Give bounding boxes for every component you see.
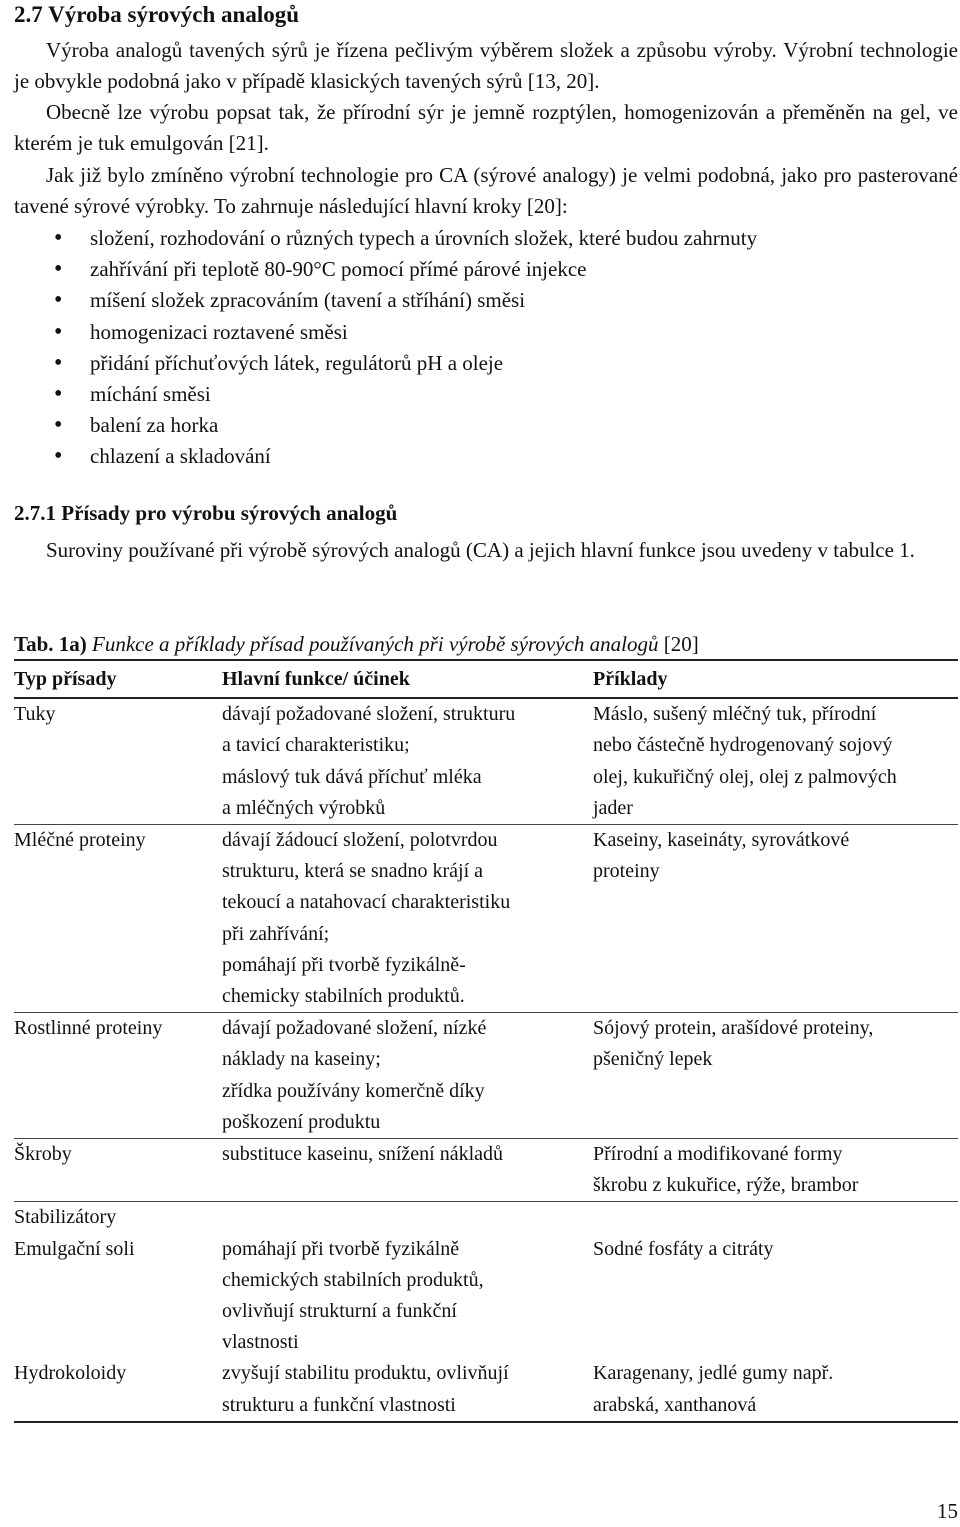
cell-examples (593, 1202, 958, 1234)
cell-type (14, 698, 222, 824)
cell-type (14, 1139, 222, 1202)
examples-line: nebo částečně hydrogenovaný sojový (593, 734, 893, 757)
function-line: dávají žádoucí složení, polotvrdou (222, 829, 498, 852)
examples-line: Karagenany, jedlé gumy např. (593, 1362, 834, 1385)
function-line: chemicky stabilních produktů. (222, 985, 465, 1008)
type-text: Tuky (14, 703, 56, 726)
table-row (14, 1234, 958, 1359)
cell-type (14, 1358, 222, 1421)
function-line: máslový tuk dává příchuť mléka (222, 765, 482, 788)
function-line: a tavicí charakteristiku; (222, 734, 410, 757)
function-line: dávají požadované složení, nízké (222, 1017, 487, 1040)
cell-function (222, 1358, 593, 1421)
function-line: strukturu, která se snadno krájí a (222, 860, 484, 883)
type-text: Hydrokoloidy (14, 1362, 127, 1385)
function-line: poškození produktu (222, 1110, 381, 1133)
function-line: dávají požadované složení, strukturu (222, 703, 516, 726)
function-line: zřídka používány komerčně díky (222, 1079, 485, 1102)
table-row (14, 825, 958, 1013)
section-title: 2.7 Výroba sýrových analogů (14, 2, 299, 27)
cell-function (222, 825, 593, 1013)
steps-list (14, 223, 914, 473)
table-caption-title: Funkce a příklady přísad používaných při výrobě sýrových analogů (92, 632, 659, 656)
function-line: vlastnosti (222, 1331, 299, 1354)
ingredients-table (14, 659, 958, 1423)
examples-line: jader (593, 796, 633, 819)
cell-examples (593, 1358, 958, 1421)
cell-function (222, 1013, 593, 1139)
function-line: substituce kaseinu, snížení nákladů (222, 1143, 504, 1166)
cell-type (14, 1202, 222, 1234)
function-line: ovlivňují strukturní a funkční (222, 1300, 457, 1323)
header-type: Typ přísady (14, 660, 222, 698)
examples-line: pšeničný lepek (593, 1048, 713, 1071)
header-examples: Příklady (593, 660, 958, 698)
list-item: • přidání příchuťových látek, regulátorů pH a oleje (14, 348, 914, 379)
cell-type (14, 1234, 222, 1359)
cell-type (14, 1013, 222, 1139)
list-item: • míšení složek zpracováním (tavení a stříhání) směsi (14, 285, 914, 316)
list-item: • složení, rozhodování o různých typech a úrovních složek, které budou zahrnuty (14, 223, 914, 254)
type-text: Škroby (14, 1143, 72, 1166)
cell-function (222, 1202, 593, 1234)
examples-line: Sodné fosfáty a citráty (593, 1237, 774, 1260)
table-row (14, 1013, 958, 1139)
type-text: Emulgační soli (14, 1237, 135, 1260)
list-item: • míchání směsi (14, 379, 914, 410)
function-line: zvyšují stabilitu produktu, ovlivňují (222, 1362, 509, 1385)
examples-line: proteiny (593, 860, 660, 883)
examples-line: arabská, xanthanová (593, 1393, 757, 1416)
examples-line: Máslo, sušený mléčný tuk, přírodní (593, 703, 877, 726)
cell-function (222, 1234, 593, 1359)
examples-line: Kaseiny, kaseináty, syrovátkové (593, 829, 850, 852)
table-row (14, 1202, 958, 1234)
function-line: pomáhají při tvorbě fyzikálně- (222, 953, 466, 976)
function-line: tekoucí a natahovací charakteristiku (222, 891, 511, 914)
function-line: strukturu a funkční vlastnosti (222, 1393, 456, 1416)
type-text: Mléčné proteiny (14, 829, 146, 852)
list-item: • homogenizaci roztavené směsi (14, 317, 914, 348)
type-text: Stabilizátory (14, 1206, 117, 1229)
function-line: chemických stabilních produktů, (222, 1268, 484, 1291)
table-header-row (14, 660, 958, 698)
cell-examples (593, 698, 958, 824)
function-line: pomáhají při tvorbě fyzikálně (222, 1237, 460, 1260)
intro-paragraph-3: Jak již bylo zmíněno výrobní technologie pro CA (sýrové analogy) je velmi podobná, jako pro pasterované tavené sýrové výrobky. To zahrnuje následující hlavní kroky [20]: (14, 163, 958, 218)
function-line: náklady na kaseiny; (222, 1048, 381, 1071)
subsection-title: 2.7.1 Přísady pro výrobu sýrových analogů (14, 501, 398, 525)
table-caption-ref: [20] (663, 632, 699, 656)
cell-examples (593, 1139, 958, 1202)
intro-paragraph-2: Obecně lze výrobu popsat tak, že přírodní sýr je jemně rozptýlen, homogenizován a přeměněn na gel, ve kterém je tuk emulgován [21]. (14, 100, 958, 155)
cell-examples (593, 1013, 958, 1139)
cell-examples (593, 825, 958, 1013)
examples-line: škrobu z kukuřice, rýže, brambor (593, 1174, 859, 1197)
list-item: • chlazení a skladování (14, 441, 914, 472)
examples-line: Přírodní a modifikované formy (593, 1143, 843, 1166)
type-text: Rostlinné proteiny (14, 1017, 163, 1040)
table-caption (14, 629, 699, 660)
examples-line: olej, kukuřičný olej, olej z palmových (593, 765, 897, 788)
function-line: a mléčných výrobků (222, 796, 386, 819)
list-item: • balení za horka (14, 410, 914, 441)
table-row (14, 1358, 958, 1421)
function-line: při zahřívání; (222, 922, 330, 945)
page-number: 15 (937, 1499, 958, 1523)
table-caption-label: Tab. 1a) (14, 632, 87, 656)
cell-function (222, 1139, 593, 1202)
examples-line: Sójový protein, arašídové proteiny, (593, 1017, 874, 1040)
header-function: Hlavní funkce/ účinek (222, 660, 593, 698)
cell-examples (593, 1234, 958, 1359)
table-row (14, 698, 958, 824)
intro-paragraph-1: Výroba analogů tavených sýrů je řízena pečlivým výběrem složek a způsobu výroby. Výrobní technologie je obvykle podobná jako v případě klasických tavených sýrů [13, 20]. (14, 38, 958, 93)
subsection-paragraph: Suroviny používané při výrobě sýrových analogů (CA) a jejich hlavní funkce jsou uvedeny v tabulce 1. (46, 538, 915, 562)
list-item: • zahřívání při teplotě 80-90°C pomocí přímé párové injekce (14, 254, 914, 285)
cell-function (222, 698, 593, 824)
table-row (14, 1139, 958, 1202)
cell-type (14, 825, 222, 1013)
